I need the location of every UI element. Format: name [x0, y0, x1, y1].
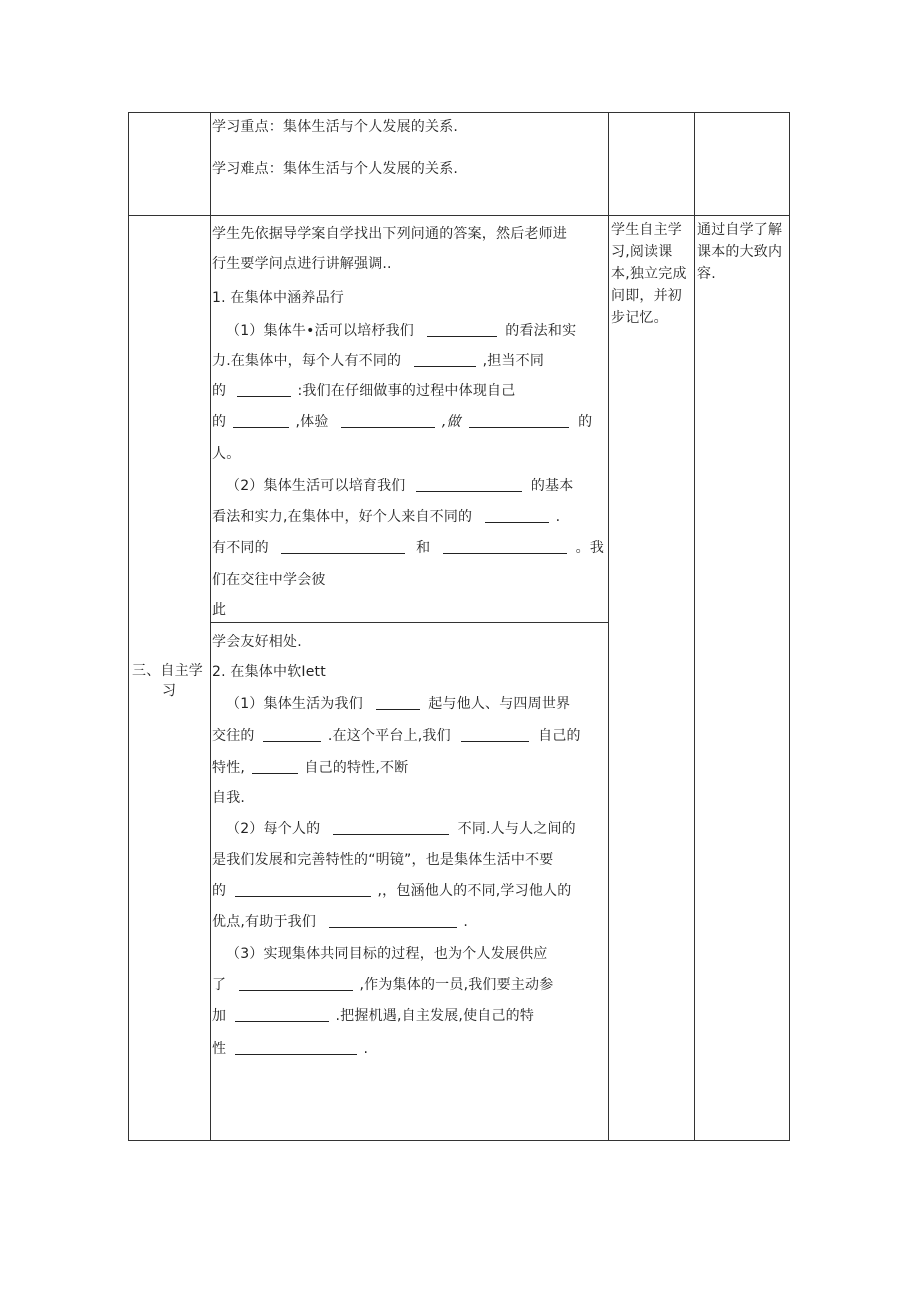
text: .: [463, 914, 469, 930]
text: （2）每个人的: [226, 821, 321, 837]
question-3-line-1: （3）实现集体共同目标的过程，也为个人发展供应: [226, 946, 548, 962]
student-activity-line-3: 本,独立完成: [611, 266, 687, 282]
design-intent-line-3: 容.: [697, 266, 716, 282]
text: 的基本: [530, 478, 574, 494]
fill-blank: [427, 322, 497, 337]
text: 和: [416, 540, 431, 556]
text: 特性,: [212, 760, 246, 776]
fill-blank: [252, 759, 298, 774]
paragraph-1-line-4: [212, 413, 592, 431]
learning-difficulty: 学习难点：集体生活与个人发展的关系.: [212, 161, 459, 177]
row-divider-1: [128, 215, 790, 216]
intro-line-1: 学生先依据导学案自学找出下列问通的答案，然后老师进: [212, 226, 567, 242]
heading-1: 1. 在集体中涵养品行: [212, 290, 345, 306]
paragraph-2-line-2: [212, 508, 560, 526]
table-left-border: [128, 112, 129, 1141]
text: 交往的: [212, 728, 255, 744]
question-3-line-4: [212, 1040, 368, 1058]
intro-line-2: 行生要学问点进行讲解强调..: [212, 256, 392, 272]
text: ,体验: [295, 414, 329, 430]
fill-blank: [414, 352, 476, 367]
paragraph-1-line-1: [226, 322, 576, 340]
question-2-line-1: [226, 820, 576, 838]
table-right-border: [789, 112, 790, 1141]
table-top-border: [128, 112, 790, 113]
fill-blank: [235, 882, 371, 897]
text: .在这个平台上,我们: [327, 728, 451, 744]
fill-blank: [443, 539, 567, 554]
text: 力.在集体中，每个人有不同的: [212, 353, 402, 369]
section-label-line2: 习: [162, 683, 177, 699]
paragraph-2-line-1: [226, 477, 573, 495]
text: .把握机遇,自主发展,使自己的特: [335, 1008, 535, 1024]
fill-blank: [281, 539, 405, 554]
question-2-line-4: [212, 913, 468, 931]
fill-blank: [461, 727, 529, 742]
text: 不同.人与人之间的: [457, 821, 576, 837]
section-label-line1: 三、自主学: [132, 663, 203, 679]
text: ,作为集体的一员,我们要主动参: [359, 977, 554, 993]
student-activity-line-5: 步记忆。: [611, 310, 668, 326]
design-intent-line-1: 通过自学了解: [697, 222, 783, 238]
question-1-line-2: [212, 727, 581, 745]
learning-focus: 学习重点：集体生活与个人发展的关系.: [212, 119, 459, 135]
text: 的看法和实: [505, 323, 577, 339]
fill-blank: [333, 820, 449, 835]
text: 看法和实力,在集体中，好个人来自不同的: [212, 509, 473, 525]
fill-blank: [416, 477, 522, 492]
text: 的: [578, 414, 593, 430]
fill-blank: [235, 1040, 357, 1055]
text: 自己的: [538, 728, 581, 744]
paragraph-1-line-5: 人。: [212, 446, 241, 462]
column-divider-2: [608, 112, 609, 1141]
fill-blank: [341, 413, 435, 428]
paragraph-2-line-4: 们在交往中学会彼: [212, 572, 326, 588]
table-bottom-border: [128, 1140, 790, 1141]
column-divider-1: [210, 112, 211, 1141]
question-2-line-3: [212, 882, 571, 900]
text: ,，包涵他人的不同,学习他人的: [377, 883, 572, 899]
text: 的: [212, 414, 227, 430]
text: 性: [212, 1041, 227, 1057]
text: ,做: [441, 414, 461, 430]
fill-blank: [239, 976, 353, 991]
text: .: [363, 1041, 369, 1057]
fill-blank: [485, 508, 549, 523]
question-3-line-3: [212, 1007, 534, 1025]
text: 。我: [575, 540, 605, 556]
text: 优点,有助于我们: [212, 914, 317, 930]
paragraph-1-line-2: [212, 352, 544, 370]
question-1-line-4: 自我.: [212, 790, 246, 806]
column-divider-3: [694, 112, 695, 1141]
fill-blank: [235, 1007, 329, 1022]
text: :我们在仔细做事的过程中体现自己: [297, 383, 516, 399]
student-activity-line-2: 习,阅读课: [611, 244, 673, 260]
student-activity-line-1: 学生自主学: [611, 222, 682, 238]
text: 自己的特性,不断: [304, 760, 409, 776]
text: 了: [212, 977, 227, 993]
question-1-line-3: [212, 759, 408, 777]
text: ,担当不同: [482, 353, 545, 369]
fill-blank: [469, 413, 569, 428]
text: （1）集体牛•活可以培杼我们: [226, 323, 414, 339]
paragraph-2-line-3: [212, 539, 604, 557]
fill-blank: [376, 695, 420, 710]
text: （2）集体生活可以培育我们: [226, 478, 406, 494]
text: 的: [212, 383, 227, 399]
question-1-line-1: [226, 695, 570, 713]
paragraph-2-line-5: 此: [212, 602, 227, 618]
fill-blank: [329, 913, 457, 928]
fill-blank: [237, 382, 291, 397]
heading-2: 2. 在集体中软Iett: [212, 664, 326, 680]
fill-blank: [233, 413, 289, 428]
text: 的: [212, 883, 227, 899]
text: 有不同的: [212, 540, 269, 556]
text: .: [555, 509, 561, 525]
text: （1）集体生活为我们: [226, 696, 363, 712]
design-intent-line-2: 课本的大致内: [697, 244, 783, 260]
paragraph-1-line-3: [212, 382, 515, 400]
student-activity-line-4: 问即，并初: [611, 288, 682, 304]
content-split-line: [210, 622, 609, 623]
paragraph-2-line-6: 学会友好相处.: [212, 634, 302, 650]
fill-blank: [263, 727, 321, 742]
text: 加: [212, 1008, 227, 1024]
question-3-line-2: [212, 976, 553, 994]
question-2-line-2: 是我们发展和完善特性的“明镜”，也是集体生活中不要: [212, 852, 554, 868]
text: 起与他人、与四周世界: [428, 696, 571, 712]
